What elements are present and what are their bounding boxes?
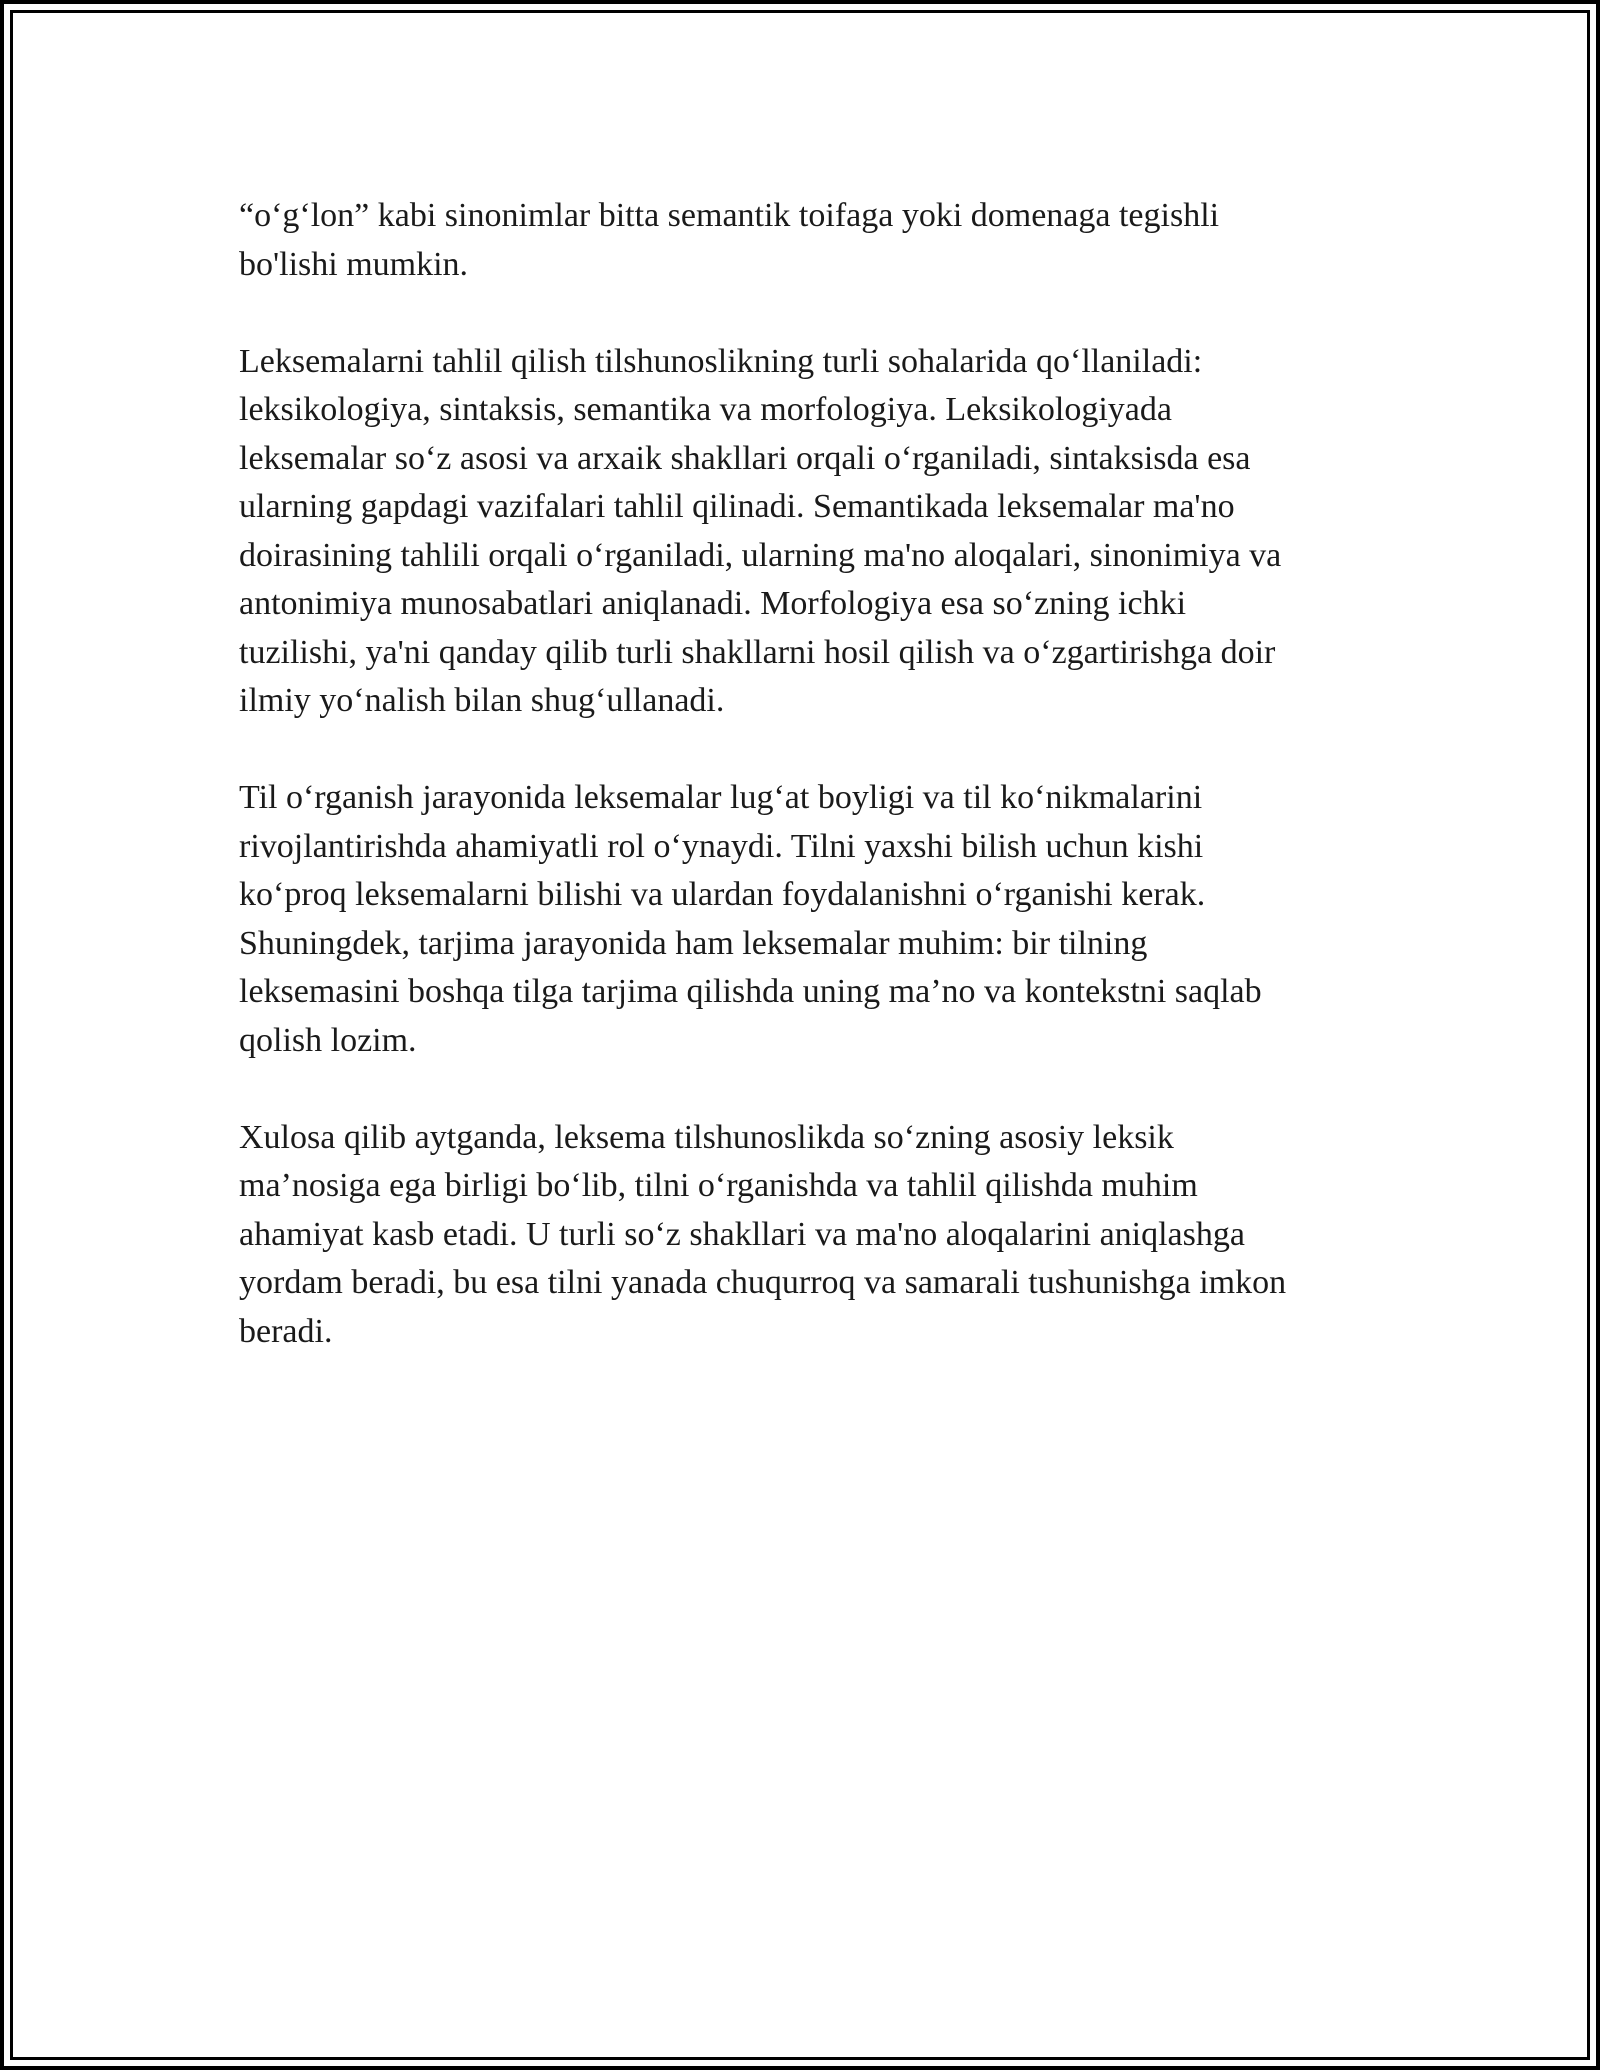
- paragraph-2: [239, 338, 1379, 726]
- text-line: leksemasini boshqa tilga tarjima qilishda uning ma’no va kontekstni saqlab: [239, 973, 1262, 1010]
- text-line: tuzilishi, ya'ni qanday qilib turli shakllarni hosil qilish va o‘zgartirishga doir: [239, 633, 1276, 671]
- text-line: beradi.: [239, 1312, 333, 1350]
- text-line: doirasining tahlili orqali o‘rganiladi, ularning ma'no aloqalari, sinonimiya va: [239, 536, 1282, 574]
- text-line: qolish lozim.: [239, 1021, 417, 1059]
- text-line: yordam beradi, bu esa tilni yanada chuqurroq va samarali tushunishga imkon: [239, 1264, 1287, 1301]
- document-body: [239, 192, 1379, 1405]
- text-line: ilmiy yo‘nalish bilan shug‘ullanadi.: [239, 682, 725, 719]
- text-line: Til o‘rganish jarayonida leksemalar lug‘at boyligi va til ko‘nikmalarini: [239, 779, 1203, 816]
- text-line: leksikologiya, sintaksis, semantika va morfologiya. Leksikologiyada: [239, 391, 1172, 428]
- text-line: Xulosa qilib aytganda, leksema tilshunoslikda so‘zning asosiy leksik: [239, 1118, 1174, 1156]
- text-line: antonimiya munosabatlari aniqlanadi. Morfologiya esa so‘zning ichki: [239, 585, 1187, 622]
- paragraph-3: [239, 774, 1379, 1065]
- text-line: ma’nosiga ega birligi bo‘lib, tilni o‘rganishda va tahlil qilishda muhim: [239, 1167, 1198, 1204]
- text-line: leksemalar so‘z asosi va arxaik shakllari orqali o‘rganiladi, sintaksisda esa: [239, 439, 1251, 477]
- text-line: ko‘proq leksemalarni bilishi va ulardan foydalanishni o‘rganishi kerak.: [239, 876, 1206, 913]
- text-line: ahamiyat kasb etadi. U turli so‘z shakllari va ma'no aloqalarini aniqlashga: [239, 1215, 1245, 1253]
- text-line: ularning gapdagi vazifalari tahlil qilinadi. Semantikada leksemalar ma'no: [239, 488, 1235, 525]
- text-line: “o‘g‘lon” kabi sinonimlar bitta semantik toifaga yoki domenaga tegishli: [239, 197, 1220, 234]
- text-line: Leksemalarni tahlil qilish tilshunoslikning turli sohalarida qo‘llaniladi:: [239, 342, 1203, 380]
- text-line: bo'lishi mumkin.: [239, 245, 469, 283]
- paragraph-1: [239, 192, 1379, 289]
- text-line: Shuningdek, tarjima jarayonida ham leksemalar muhim: bir tilning: [239, 924, 1148, 962]
- text-line: rivojlantirishda ahamiyatli rol o‘ynaydi. Tilni yaxshi bilish uchun kishi: [239, 827, 1204, 865]
- paragraph-4: [239, 1114, 1379, 1357]
